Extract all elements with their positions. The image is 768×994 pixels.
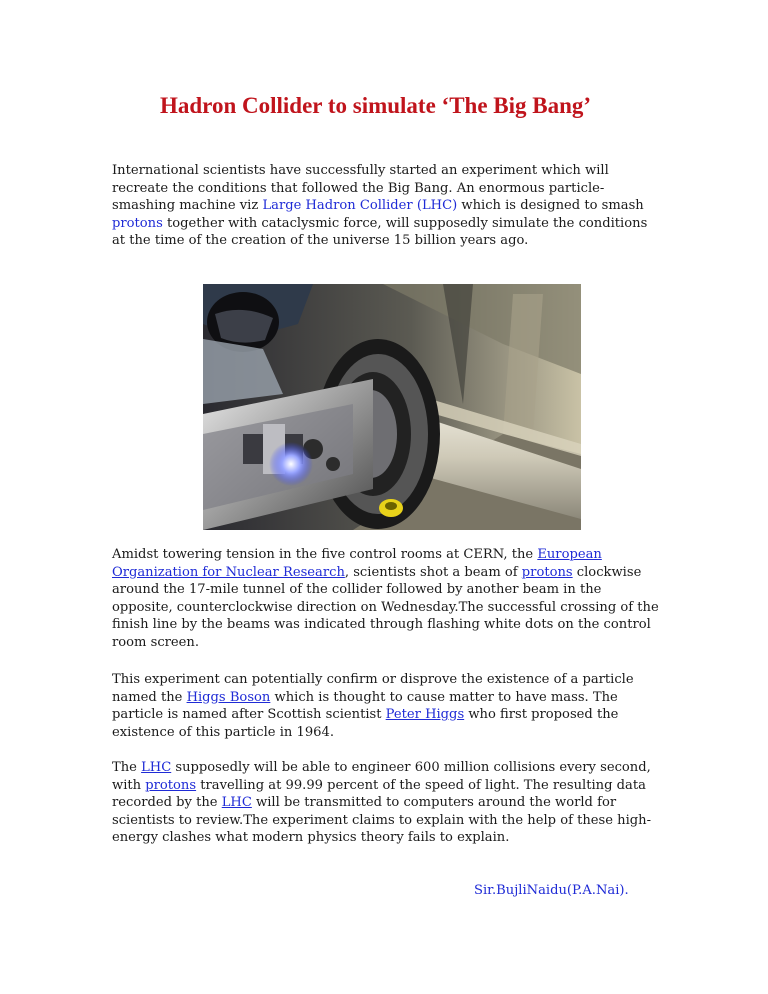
- paragraph-text: which is thought to cause matter to have mass. The particle is named after Scottish scientist: [112, 689, 618, 723]
- page-title: Hadron Collider to simulate ‘The Big Bang’: [160, 93, 592, 118]
- paragraph-text: who first proposed the existence of this particle in 1964.: [112, 707, 619, 740]
- paragraph-higgs: [112, 671, 660, 741]
- link-european-organization-for-nuclear-research[interactable]: European Organization for Nuclear Research: [112, 547, 602, 580]
- link-protons[interactable]: protons: [521, 564, 573, 580]
- author-signature: Sir.BujliNaidu(P.A.Nai).: [474, 883, 629, 898]
- paragraph-text: This experiment can potentially confirm or disprove the existence of a particle named the: [112, 672, 634, 705]
- paragraph-text: , scientists shot a beam of: [344, 564, 522, 580]
- paragraph-text: which is designed to smash: [457, 198, 644, 214]
- link-protons[interactable]: protons: [112, 215, 163, 231]
- paragraph-text: together with cataclysmic force, will supposedly simulate the conditions at the time of the creation of the universe 15 billion years ago.: [112, 215, 648, 249]
- paragraph-text: travelling at 99.99 percent of the speed of light. The resulting data recorded by the: [112, 777, 646, 811]
- link-peter-higgs[interactable]: Peter Higgs: [385, 707, 465, 723]
- lhc-tunnel-photo: [203, 284, 581, 530]
- link-lhc[interactable]: LHC: [141, 760, 172, 775]
- link-lhc[interactable]: LHC: [221, 795, 252, 811]
- link-large-hadron-collider-lhc[interactable]: Large Hadron Collider (LHC): [262, 198, 458, 214]
- paragraph-cern: [112, 546, 660, 652]
- paragraph-text: supposedly will be able to engineer 600 million collisions every second, with: [112, 760, 651, 793]
- paragraph-text: clockwise around the 17-mile tunnel of the collider followed by another beam in the opposite, counterclockwise direction on Wednesday.The successful crossing of the finish line by the beams was indicated through flashing white dots on the control room screen.: [112, 564, 659, 650]
- link-higgs-boson[interactable]: Higgs Boson: [186, 689, 271, 705]
- paragraph-text: International scientists have successfully started an experiment which will recreate the conditions that followed the Big Bang. An enormous particle-smashing machine viz: [112, 163, 609, 214]
- paragraph-text: will be transmitted to computers around the world for scientists to review.The experiment claims to explain with the help of these high-energy clashes what modern physics theory fails to explain.: [112, 795, 652, 846]
- paragraph-text: Amidst towering tension in the five control rooms at CERN, the: [112, 547, 538, 562]
- paragraph-text: The: [112, 760, 142, 775]
- paragraph-intro: [112, 162, 660, 250]
- link-protons[interactable]: protons: [145, 777, 197, 793]
- paragraph-lhc: [112, 759, 660, 847]
